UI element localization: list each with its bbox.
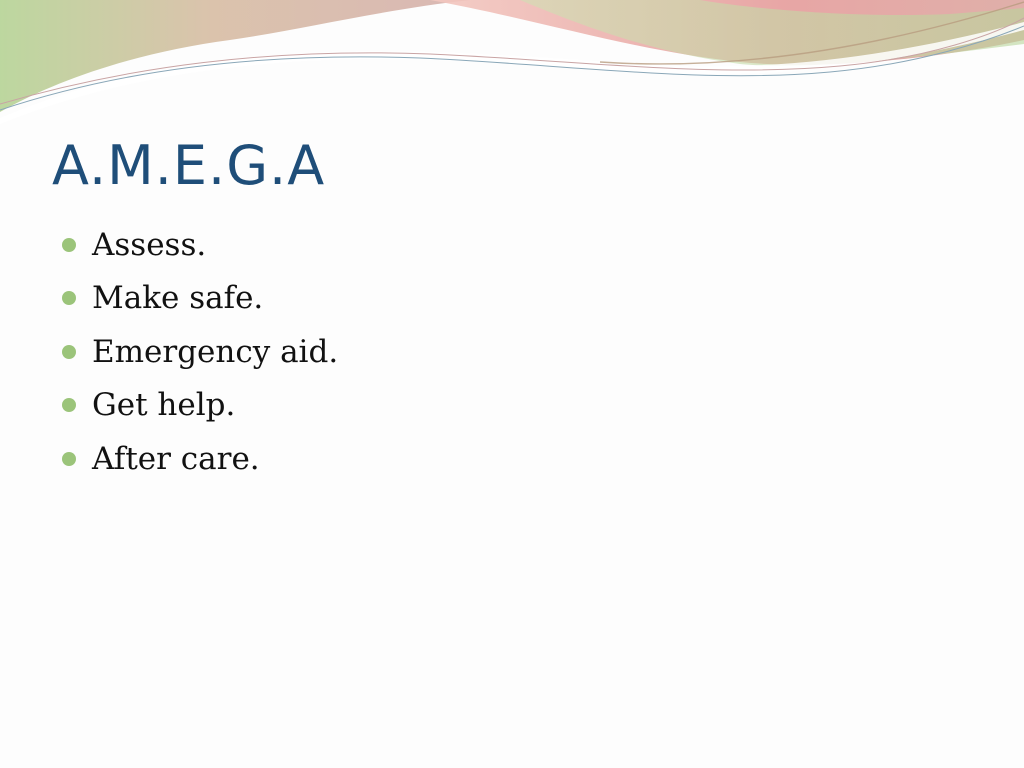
list-item [62,325,338,379]
bullet-dot-icon [62,452,76,466]
bullet-dot-icon [62,238,76,252]
bullet-text: Get help. [92,387,236,424]
bullet-text: Make safe. [92,280,264,317]
list-item [62,218,338,272]
list-item [62,272,338,326]
bullet-text: Emergency aid. [92,333,339,370]
bullet-dot-icon [62,291,76,305]
bullet-text: After care. [92,440,260,477]
bullet-dot-icon [62,345,76,359]
slide-title: A.M.E.G.A [52,134,326,197]
bullet-dot-icon [62,398,76,412]
bullet-list [62,218,338,486]
wave-header-graphic [0,0,1024,130]
list-item [62,379,338,433]
bullet-text: Assess. [92,226,207,263]
list-item [62,432,338,486]
